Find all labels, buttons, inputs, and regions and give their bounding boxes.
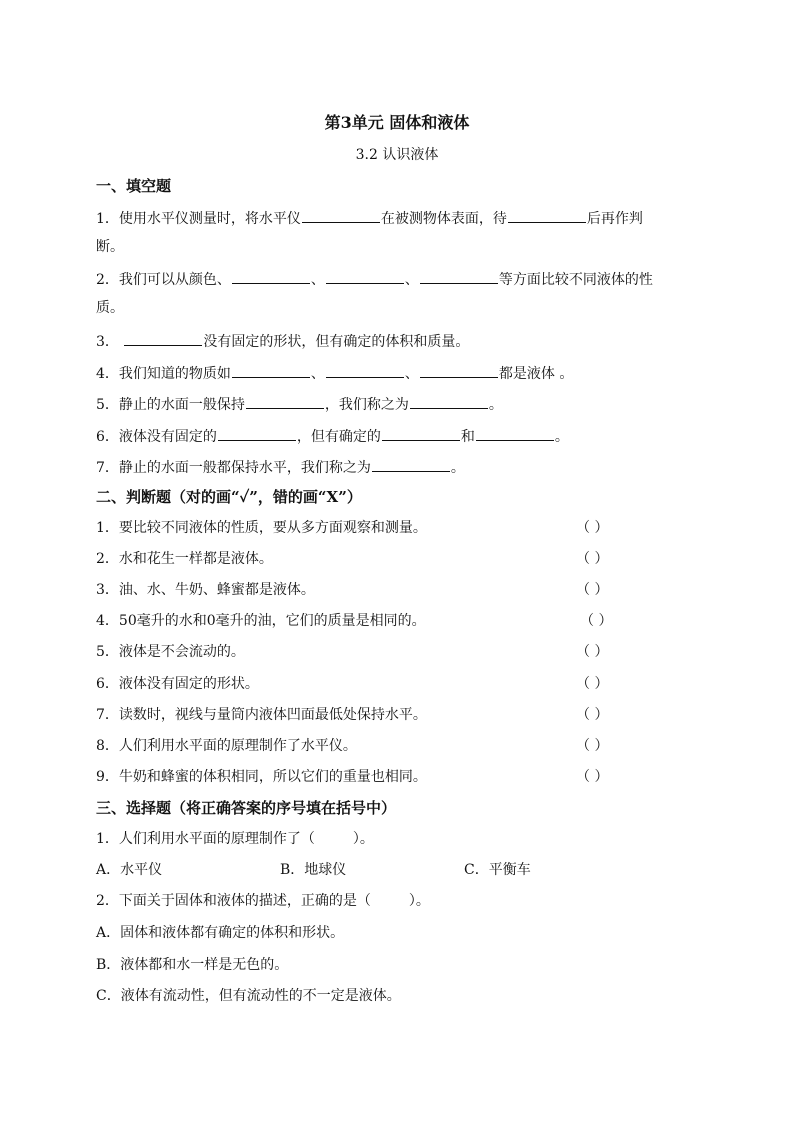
fill-q6: 6．液体没有固定的 ，但有确定的 和 。 bbox=[96, 425, 706, 447]
answer-paren: （ ） bbox=[576, 707, 609, 723]
answer-paren: （ ） bbox=[576, 769, 609, 785]
tf-item: 2．水和花生一样都是液体。 （ ） bbox=[96, 551, 609, 567]
mc-q1-stem: 1．人们利用水平面的原理制作了（ ）。 bbox=[96, 831, 374, 847]
blank bbox=[326, 362, 404, 378]
tf-item: 6．液体没有固定的形状。 （ ） bbox=[96, 676, 609, 692]
fill-q7: 7．静止的水面一般都保持水平，我们称之为 。 bbox=[96, 456, 706, 478]
tf-item: 4．50毫升的水和0毫升的油，它们的质量是相同的。 （ ） bbox=[96, 613, 613, 629]
blank bbox=[232, 362, 310, 378]
tf-item: 5．液体是不会流动的。 （ ） bbox=[96, 644, 609, 660]
option-c: C．液体有流动性，但有流动性的不一定是液体。 bbox=[96, 988, 401, 1004]
option-a: A．水平仪 bbox=[96, 862, 163, 878]
option-b: B．地球仪 bbox=[280, 862, 347, 878]
answer-paren: （ ） bbox=[576, 551, 609, 567]
mc-q2-stem: 2．下面关于固体和液体的描述，正确的是（ ）。 bbox=[96, 893, 430, 909]
lesson-subtitle: 3.2 认识液体 bbox=[355, 147, 439, 163]
answer-paren: （ ） bbox=[576, 644, 609, 660]
blank bbox=[508, 207, 586, 223]
option-b: B．液体都和水一样是无色的。 bbox=[96, 957, 289, 973]
blank bbox=[302, 207, 380, 223]
fill-q3: 3． 没有固定的形状，但有确定的体积和质量。 bbox=[96, 330, 706, 352]
answer-paren: （ ） bbox=[576, 520, 609, 536]
fill-q4: 4．我们知道的物质如 、 、 都是液体 。 bbox=[96, 362, 706, 384]
blank bbox=[246, 393, 324, 409]
answer-paren: （ ） bbox=[576, 738, 609, 754]
tf-item: 3．油、水、牛奶、蜂蜜都是液体。 （ ） bbox=[96, 582, 609, 598]
blank bbox=[420, 362, 498, 378]
tf-item: 9．牛奶和蜂蜜的体积相同，所以它们的重量也相同。 （ ） bbox=[96, 769, 609, 785]
section-heading-fill-blank: 一、填空题 bbox=[96, 177, 172, 195]
blank bbox=[420, 268, 498, 284]
tf-item: 8．人们利用水平面的原理制作了水平仪。 （ ） bbox=[96, 738, 609, 754]
fill-q2-line2: 质。 bbox=[96, 300, 124, 316]
blank bbox=[232, 268, 310, 284]
fill-q1-line2: 断。 bbox=[96, 239, 124, 255]
blank bbox=[382, 425, 460, 441]
blank bbox=[326, 268, 404, 284]
option-a: A．固体和液体都有确定的体积和形状。 bbox=[96, 925, 345, 941]
fill-q1-line1: 1．使用水平仪测量时，将水平仪 在被测物体表面，待 后再作判 bbox=[96, 207, 706, 229]
tf-item: 1．要比较不同液体的性质，要从多方面观察和测量。 （ ） bbox=[96, 520, 609, 536]
answer-paren: （ ） bbox=[576, 676, 609, 692]
blank bbox=[218, 425, 296, 441]
section-heading-multiple-choice: 三、选择题（将正确答案的序号填在括号中） bbox=[96, 799, 397, 817]
blank bbox=[124, 330, 202, 346]
answer-paren: （ ） bbox=[576, 582, 609, 598]
option-c: C．平衡车 bbox=[464, 862, 531, 878]
section-heading-true-false: 二、判断题（对的画“✓”，错的画“X”） bbox=[96, 488, 362, 506]
fill-q5: 5．静止的水面一般保持 ，我们称之为 。 bbox=[96, 393, 706, 415]
tf-item: 7．读数时，视线与量筒内液体凹面最低处保持水平。 （ ） bbox=[96, 707, 609, 723]
page-title: 第3单元 固体和液体 bbox=[324, 113, 470, 132]
blank bbox=[476, 425, 554, 441]
blank bbox=[372, 456, 450, 472]
fill-q2-line1: 2．我们可以从颜色、 、 、 等方面比较不同液体的性 bbox=[96, 268, 706, 290]
blank bbox=[410, 393, 488, 409]
answer-paren: （ ） bbox=[580, 613, 613, 629]
